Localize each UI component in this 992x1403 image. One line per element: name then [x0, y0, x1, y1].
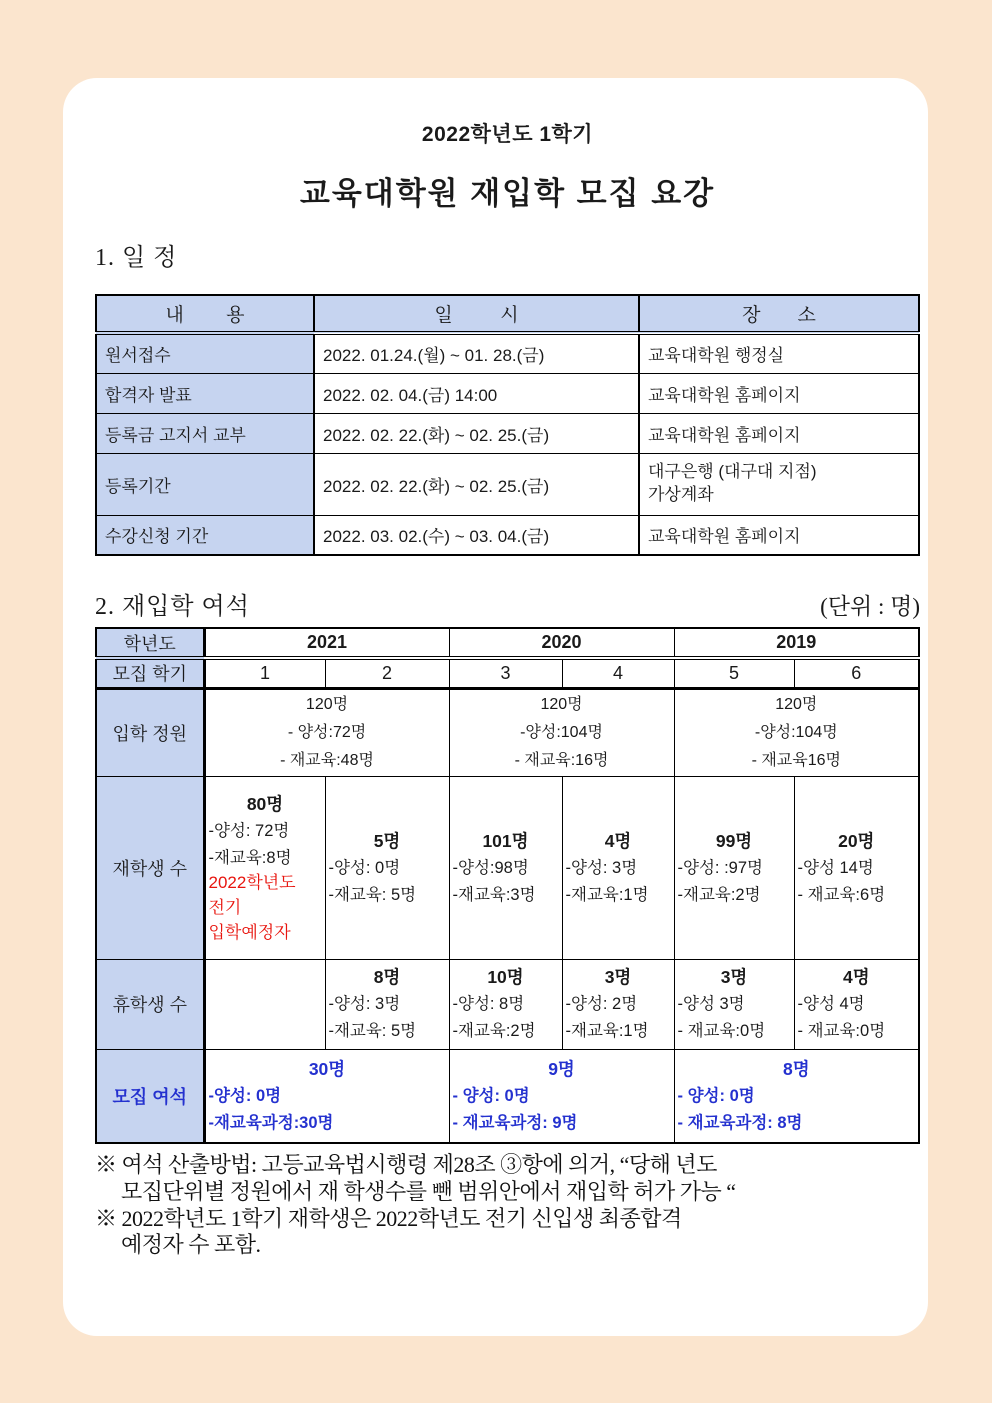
schedule-row-label: 원서접수 — [96, 333, 314, 373]
semester-2: 2 — [325, 658, 449, 688]
quota-row — [96, 688, 919, 776]
leave-line: - 재교육:0명 — [677, 1022, 766, 1040]
quota-line: - 재교육:16명 — [514, 751, 609, 769]
enrolled-count: 4명 — [604, 830, 632, 851]
quota-line: - 양성:72명 — [287, 723, 367, 741]
leave-sem5 — [674, 959, 794, 1049]
footnote-2-line-1: ※ 2022학년도 1학기 재학생은 2022학년도 전기 신입생 최종합격 — [95, 1205, 682, 1231]
enrolled-line: -재교육:2명 — [677, 885, 761, 904]
schedule-row-place — [639, 453, 919, 515]
schedule-row-place: 교육대학원 홈페이지 — [639, 413, 919, 453]
vacancy-line: -양성: 0명 — [208, 1087, 282, 1106]
enrolled-line: -양성:98명 — [452, 858, 529, 877]
quota-line: -양성:104명 — [520, 723, 603, 741]
enrolled-line: -양성 14명 — [797, 858, 874, 877]
schedule-header-row — [96, 295, 919, 333]
leave-count: 8명 — [373, 967, 401, 988]
vacancy-count: 9명 — [548, 1059, 575, 1080]
enrolled-count: 80명 — [246, 793, 284, 814]
footnote-1-line-1: ※ 여석 산출방법: 고등교육법시행령 제28조 ③항에 의거, “당해 년도 — [95, 1152, 717, 1177]
enrolled-count: 101명 — [482, 830, 529, 851]
quota-row-label: 입학 정원 — [96, 688, 204, 776]
schedule-table — [95, 294, 920, 556]
schedule-header-content: 내 용 — [96, 295, 314, 333]
year-row — [96, 628, 919, 658]
vacancy-2021 — [204, 1049, 449, 1143]
document-content — [95, 118, 920, 1259]
leave-count: 4명 — [842, 967, 870, 988]
semester-3: 3 — [449, 658, 562, 688]
schedule-header-datetime: 일 시 — [314, 295, 639, 333]
enrolled-row — [96, 776, 919, 959]
quota-line: - 재교육16명 — [751, 751, 841, 769]
schedule-row-datetime: 2022. 03. 02.(수) ~ 03. 04.(금) — [314, 515, 639, 555]
quota-total: 120명 — [305, 695, 349, 713]
leave-sem6 — [794, 959, 919, 1049]
semester-row — [96, 658, 919, 688]
vacancy-line: -재교육과정:30명 — [208, 1113, 334, 1132]
year-2019: 2019 — [674, 628, 919, 658]
semester-6: 6 — [794, 658, 919, 688]
schedule-row-datetime: 2022. 01.24.(월) ~ 01. 28.(금) — [314, 333, 639, 373]
schedule-row-place: 교육대학원 홈페이지 — [639, 515, 919, 555]
place-line-2: 가상계좌 — [648, 485, 714, 504]
quota-total: 120명 — [540, 695, 583, 713]
year-2021: 2021 — [204, 628, 449, 658]
section1-heading: 1. 일 정 — [95, 245, 178, 271]
enrolled-line: -양성: :97명 — [677, 858, 763, 877]
leave-line: -양성: 2명 — [565, 995, 638, 1014]
table-row — [96, 413, 919, 453]
enrolled-sem1 — [204, 776, 325, 959]
semester-1: 1 — [204, 658, 325, 688]
leave-line: -재교육: 5명 — [328, 1022, 417, 1040]
vacancy-line: - 양성: 0명 — [677, 1087, 755, 1106]
footnote-1-line-2: 모집단위별 정원에서 재 학생수를 뺀 범위안에서 재입학 허가 가능 “ — [121, 1178, 736, 1204]
table-row — [96, 373, 919, 413]
leave-count: 10명 — [487, 967, 524, 988]
section2-heading-bar — [95, 586, 920, 621]
year-row-label: 학년도 — [96, 628, 204, 658]
schedule-row-label: 수강신청 기간 — [96, 515, 314, 555]
quota-2020 — [449, 688, 674, 776]
leave-sem2 — [325, 959, 449, 1049]
leave-line: -양성: 3명 — [328, 995, 401, 1014]
enrolled-sem6 — [794, 776, 919, 959]
schedule-row-label: 등록금 고지서 교부 — [96, 413, 314, 453]
enrolled-note-red: 전기 — [208, 897, 242, 917]
vacancy-line: - 양성: 0명 — [452, 1087, 530, 1106]
semester-label: 2022학년도 1학기 — [421, 123, 594, 146]
enrolled-line: -재교육:1명 — [565, 885, 649, 904]
vacancy-count: 8명 — [782, 1059, 810, 1080]
enrolled-line: -양성: 72명 — [208, 821, 290, 840]
enrolled-line: -양성: 0명 — [328, 858, 401, 877]
schedule-row-place: 교육대학원 행정실 — [639, 333, 919, 373]
enrolled-sem5 — [674, 776, 794, 959]
enrolled-note-red: 입학예정자 — [208, 922, 291, 942]
enrolled-count: 99명 — [715, 830, 753, 851]
semester-4: 4 — [562, 658, 674, 688]
unit-note: (단위 : 명) — [820, 594, 920, 619]
enrolled-line: -재교육: 5명 — [328, 885, 417, 904]
leave-sem3 — [449, 959, 562, 1049]
leave-sem1 — [204, 959, 325, 1049]
quota-line: -양성:104명 — [754, 723, 838, 741]
vacancy-table — [95, 627, 920, 1144]
year-2020: 2020 — [449, 628, 674, 658]
vacancy-count: 30명 — [308, 1059, 346, 1080]
schedule-row-label: 합격자 발표 — [96, 373, 314, 413]
leave-line: -재교육:1명 — [565, 1022, 649, 1040]
leave-count: 3명 — [720, 967, 748, 988]
enrolled-note-red: 2022학년도 — [208, 873, 296, 893]
page-title: 교육대학원 재입학 모집 요강 — [299, 176, 716, 211]
quota-2019 — [674, 688, 919, 776]
table-row — [96, 453, 919, 515]
leave-count: 3명 — [604, 967, 632, 988]
quota-total: 120명 — [775, 695, 818, 713]
semester-5: 5 — [674, 658, 794, 688]
enrolled-row-label: 재학생 수 — [96, 776, 204, 959]
leave-line: -양성 3명 — [677, 995, 745, 1014]
enrolled-sem3 — [449, 776, 562, 959]
schedule-row-datetime: 2022. 02. 04.(금) 14:00 — [314, 373, 639, 413]
table-row — [96, 333, 919, 373]
enrolled-count: 5명 — [373, 830, 401, 851]
enrolled-count: 20명 — [838, 830, 875, 851]
enrolled-line: -재교육:3명 — [452, 885, 536, 904]
leave-sem4 — [562, 959, 674, 1049]
table-row — [96, 515, 919, 555]
schedule-row-place: 교육대학원 홈페이지 — [639, 373, 919, 413]
enrolled-line: -양성: 3명 — [565, 858, 638, 877]
enrolled-sem2 — [325, 776, 449, 959]
leave-row-label: 휴학생 수 — [96, 959, 204, 1049]
place-line-1: 대구은행 (대구대 지점) — [648, 462, 817, 482]
leave-line: -양성: 8명 — [452, 995, 525, 1014]
vacancy-2020 — [449, 1049, 674, 1143]
leave-line: - 재교육:0명 — [797, 1022, 886, 1040]
schedule-row-label: 등록기간 — [96, 453, 314, 515]
leave-line: -재교육:2명 — [452, 1022, 536, 1040]
semester-row-label: 모집 학기 — [96, 658, 204, 688]
footnotes — [95, 1152, 920, 1259]
vacancy-line: - 재교육과정: 8명 — [677, 1113, 803, 1132]
vacancy-line: - 재교육과정: 9명 — [452, 1113, 578, 1132]
enrolled-sem4 — [562, 776, 674, 959]
enrolled-line: - 재교육:6명 — [797, 885, 886, 904]
quota-line: - 재교육:48명 — [280, 751, 374, 769]
schedule-row-datetime: 2022. 02. 22.(화) ~ 02. 25.(금) — [314, 413, 639, 453]
enrolled-line: -재교육:8명 — [208, 848, 292, 867]
leave-row — [96, 959, 919, 1049]
footnote-2-line-2: 예정자 수 포함. — [121, 1232, 261, 1258]
leave-line: -양성 4명 — [797, 995, 865, 1014]
document-page — [63, 78, 928, 1336]
vacancy-2019 — [674, 1049, 919, 1143]
vacancy-row — [96, 1049, 919, 1143]
schedule-header-place: 장 소 — [639, 295, 919, 333]
section2-heading: 2. 재입학 여석 — [95, 594, 250, 620]
schedule-row-datetime: 2022. 02. 22.(화) ~ 02. 25.(금) — [314, 453, 639, 515]
vacancy-row-label: 모집 여석 — [96, 1049, 204, 1143]
quota-2021 — [204, 688, 449, 776]
